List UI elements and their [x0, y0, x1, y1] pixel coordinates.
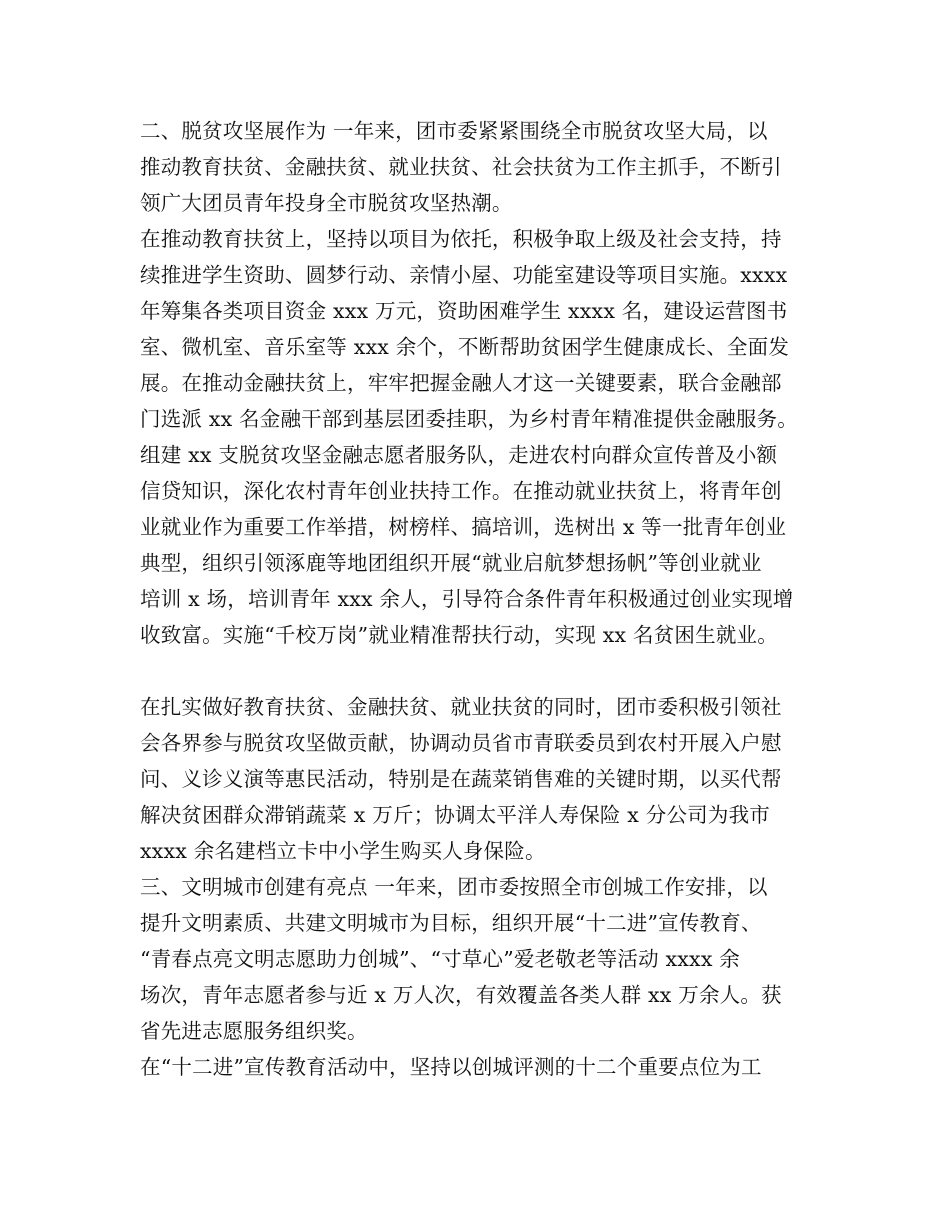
text-line: 二、脱贫攻坚展作为 一年来，团市委紧紧围绕全市脱贫攻坚大局，以 — [140, 119, 768, 143]
text-line: 培训 x 场，培训青年 xxx 余人，引导符合条件青年积极通过创业实现增 — [140, 587, 794, 611]
text-line: “青春点亮文明志愿助力创城”、“寸草心”爱老敬老等活动 xxxx 余 — [140, 947, 740, 971]
text-line: 会各界参与脱贫攻坚做贡献，协调动员省市青联委员到农村开展入户慰 — [140, 731, 782, 755]
text-line: 组建 xx 支脱贫攻坚金融志愿者服务队，走进农村向群众宣传普及小额 — [140, 443, 778, 467]
text-line: 室、微机室、音乐室等 xxx 余个，不断帮助贫困学生健康成长、全面发 — [140, 335, 790, 359]
text-line: 问、义诊义演等惠民活动，特别是在蔬菜销售难的关键时期，以买代帮 — [140, 767, 782, 791]
text-line: 在扎实做好教育扶贫、金融扶贫、就业扶贫的同时，团市委积极引领社 — [140, 695, 782, 719]
text-line: 信贷知识，深化农村青年创业扶持工作。在推动就业扶贫上，将青年创 — [140, 479, 782, 503]
text-line: 解决贫困群众滞销蔬菜 x 万斤；协调太平洋人寿保险 x 分公司为我市 — [140, 803, 770, 827]
text-line: 领广大团员青年投身全市脱贫攻坚热潮。 — [140, 191, 513, 215]
text-line: 在推动教育扶贫上，坚持以项目为依托，积极争取上级及社会支持，持 — [140, 227, 782, 251]
text-line: 省先进志愿服务组织奖。 — [140, 1019, 368, 1043]
text-line: 门选派 xx 名金融干部到基层团委挂职，为乡村青年精准提供金融服务。 — [140, 407, 798, 431]
text-line: 续推进学生资助、圆梦行动、亲情小屋、功能室建设等项目实施。xxxx — [140, 263, 788, 287]
text-line: 提升文明素质、共建文明城市为目标，组织开展“十二进”宣传教育、 — [140, 911, 762, 935]
text-line: 业就业作为重要工作举措，树榜样、搞培训，选树出 x 等一批青年创业 — [140, 515, 787, 539]
text-line: 年筹集各类项目资金 xxx 万元，资助困难学生 xxxx 名，建设运营图书 — [140, 299, 788, 323]
text-line: 展。在推动金融扶贫上，牢牢把握金融人才这一关键要素，联合金融部 — [140, 371, 782, 395]
text-line: 在“十二进”宣传教育活动中，坚持以创城评测的十二个重要点位为工 — [140, 1055, 762, 1079]
text-line: 收致富。实施“千校万岗”就业精准帮扶行动，实现 xx 名贫困生就业。 — [140, 623, 778, 647]
text-line: 场次，青年志愿者参与近 x 万人次，有效覆盖各类人群 xx 万余人。获 — [140, 983, 782, 1007]
text-line: 三、文明城市创建有亮点 一年来，团市委按照全市创城工作安排，以 — [140, 875, 768, 899]
text-line: 推动教育扶贫、金融扶贫、就业扶贫、社会扶贫为工作主抓手，不断引 — [140, 155, 782, 179]
text-line: 典型，组织引领涿鹿等地团组织开展“就业启航梦想扬帆”等创业就业 — [140, 551, 762, 575]
text-line: xxxx 余名建档立卡中小学生购买人身保险。 — [140, 839, 546, 863]
